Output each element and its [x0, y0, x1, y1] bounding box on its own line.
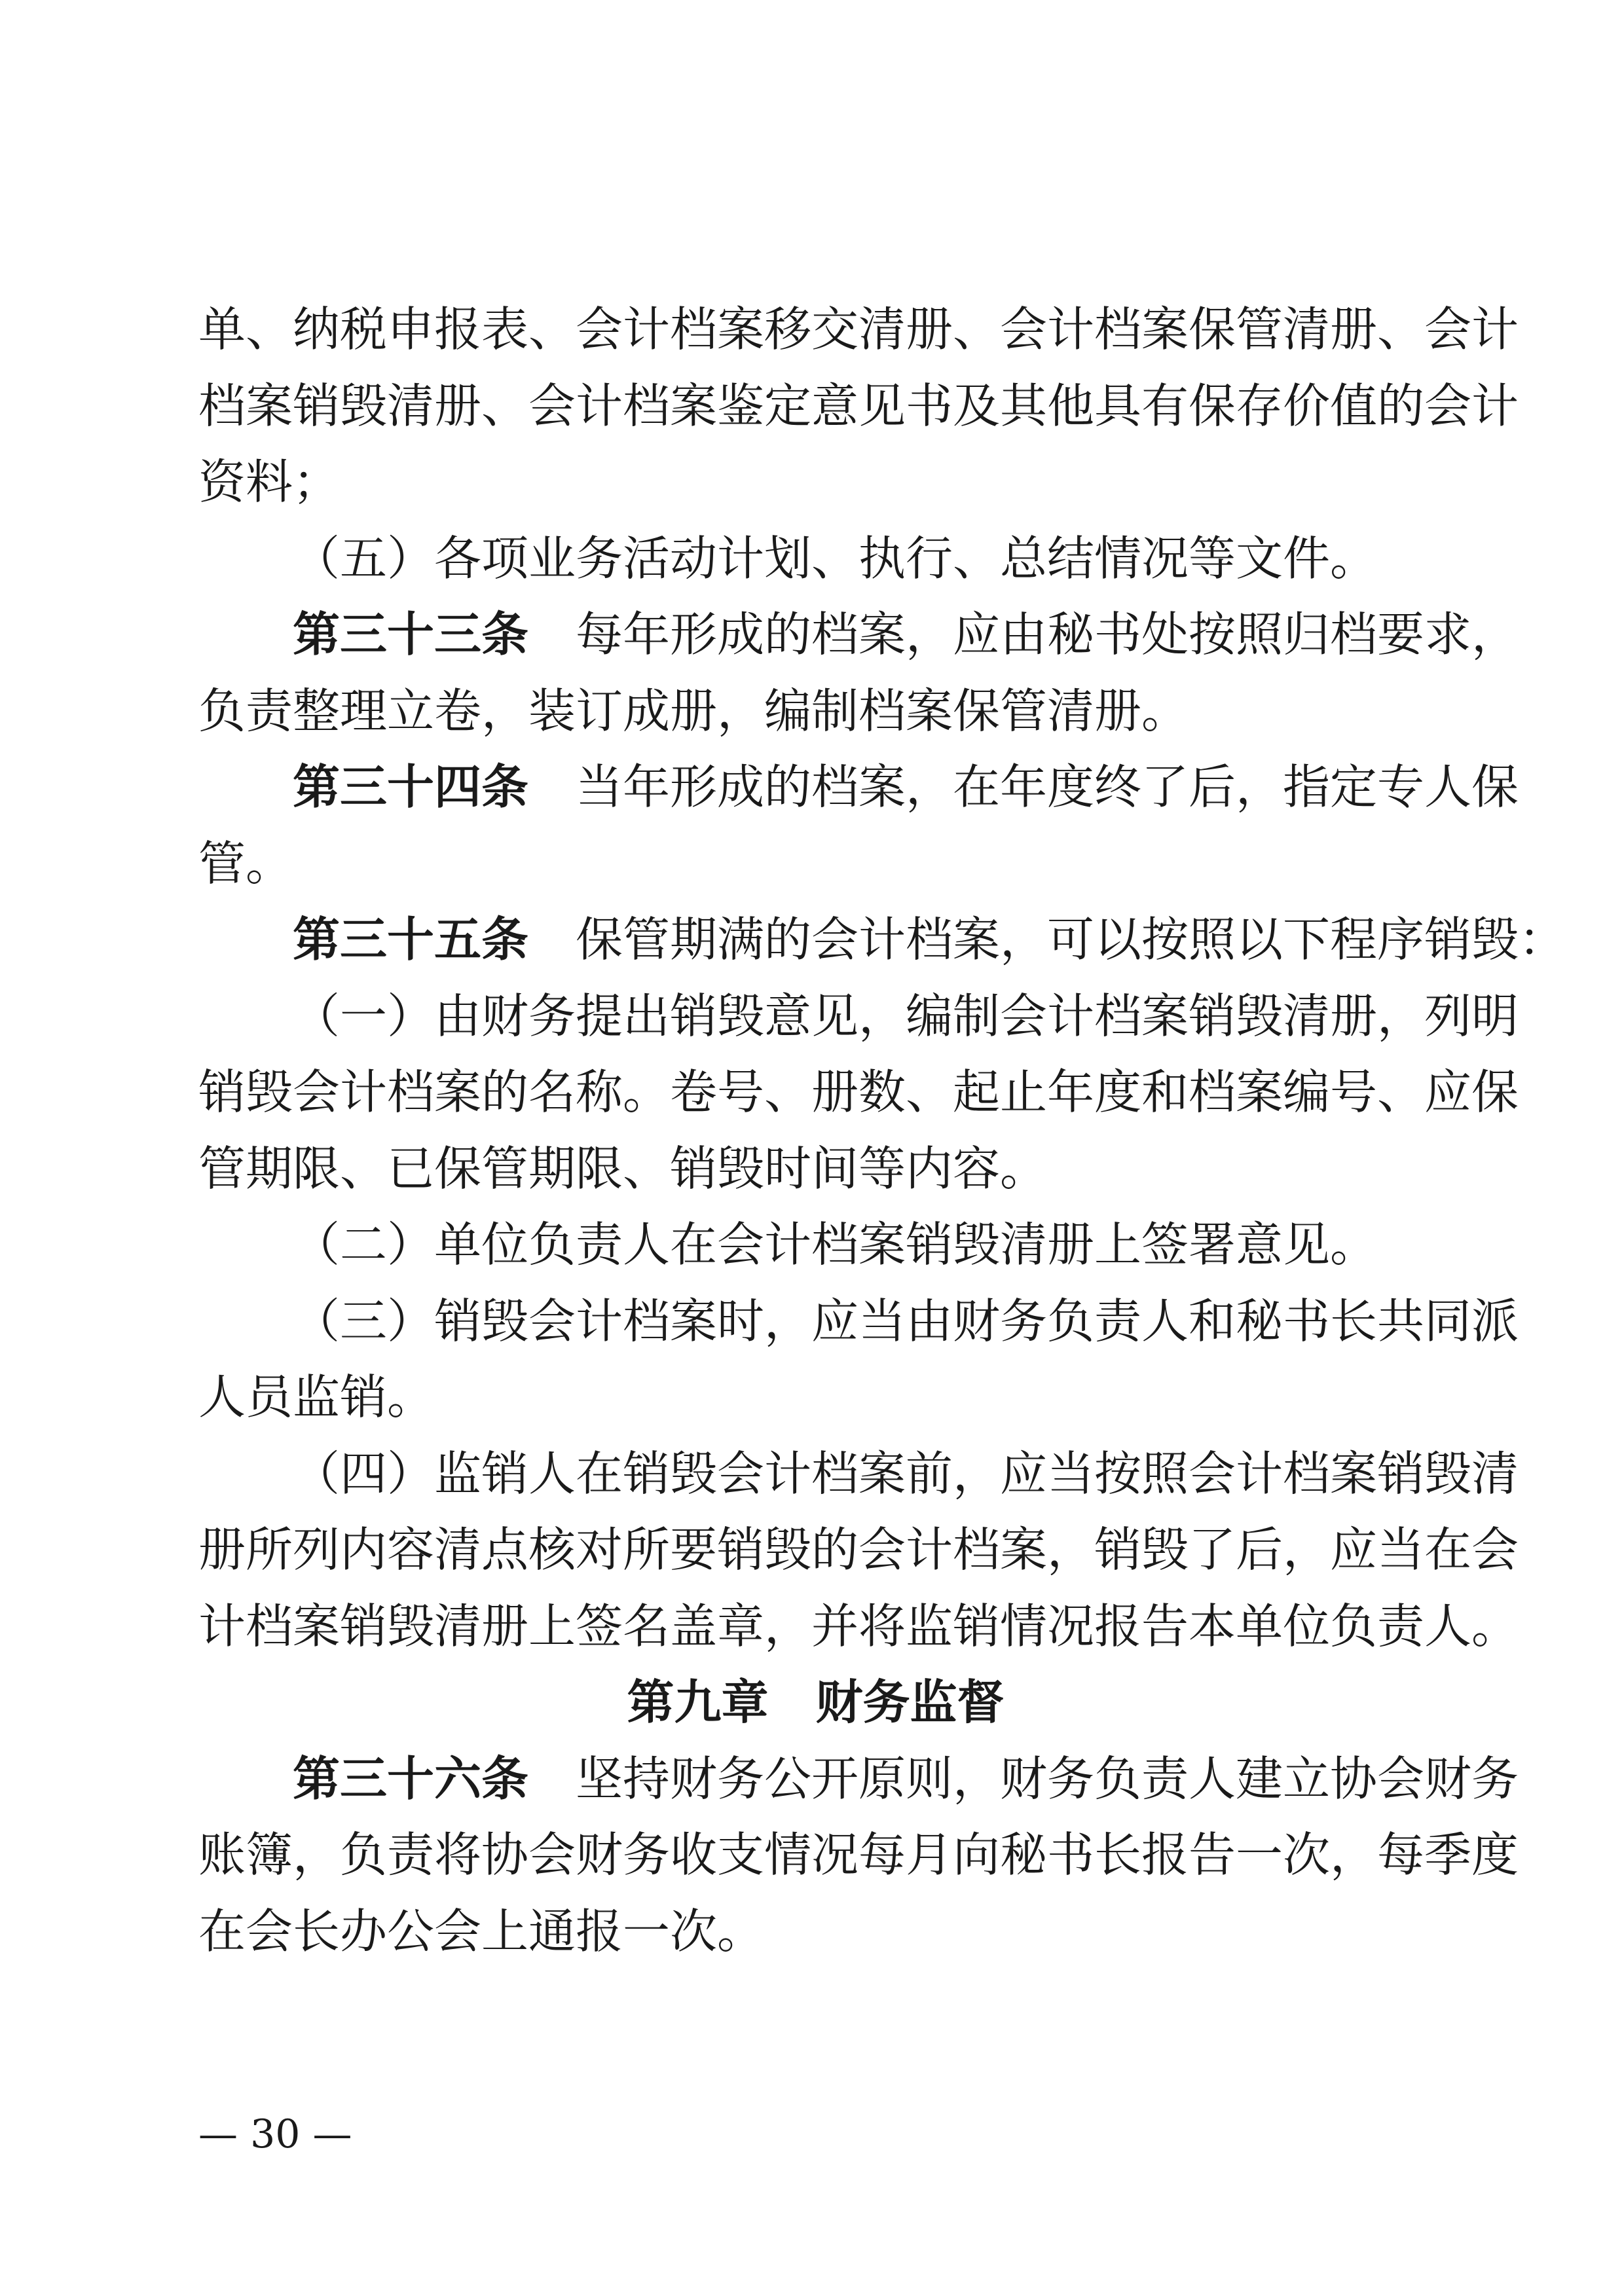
article-text: 每年形成的档案，应由秘书处按照归档要求， [576, 607, 1519, 662]
list-item-2: （二）单位负责人在会计档案销毁清册上签署意见。 [293, 1217, 1378, 1272]
text-line: 管。 [198, 835, 293, 891]
page-number: — 30 — [198, 2111, 352, 2157]
article-heading: 第三十四条 [293, 759, 529, 814]
text-line: 单、纳税申报表、会计档案移交清册、会计档案保管清册、会计 [198, 302, 1519, 357]
article-heading: 第三十五条 [293, 912, 529, 967]
text-line: 负责整理立卷，装订成册，编制档案保管清册。 [198, 683, 1189, 738]
article-35 [198, 902, 1566, 978]
article-36 [198, 1741, 1519, 1817]
text-line: 册所列内容清点核对所要销毁的会计档案，销毁了后，应当在会 [198, 1522, 1519, 1577]
text-line: 计档案销毁清册上签名盖章，并将监销情况报告本单位负责人。 [198, 1598, 1519, 1654]
text-line: 档案销毁清册、会计档案鉴定意见书及其他具有保存价值的会计 [198, 378, 1519, 433]
article-text: 坚持财务公开原则，财务负责人建立协会财务 [576, 1751, 1519, 1806]
chapter-heading [198, 1664, 1433, 1741]
article-34 [198, 749, 1519, 826]
article-text: 保管期满的会计档案，可以按照以下程序销毁： [576, 912, 1566, 967]
text-line: 人员监销。 [198, 1370, 435, 1425]
article-heading: 第三十六条 [293, 1751, 529, 1806]
text-line: 在会长办公会上通报一次。 [198, 1903, 765, 1959]
text-line: 销毁会计档案的名称。卷号、册数、起止年度和档案编号、应保 [198, 1065, 1519, 1120]
text-line: 管期限、已保管期限、销毁时间等内容。 [198, 1140, 1048, 1196]
chapter-number: 第九章 [627, 1675, 769, 1730]
article-text: 当年形成的档案，在年度终了后，指定专人保 [576, 759, 1519, 814]
text-line: 资料； [198, 454, 341, 509]
article-33 [198, 596, 1519, 673]
article-heading: 第三十三条 [293, 607, 529, 662]
document-body [198, 291, 1566, 1969]
list-item-4: （四）监销人在销毁会计档案前，应当按照会计档案销毁清 [293, 1446, 1519, 1501]
list-item-3: （三）销毁会计档案时，应当由财务负责人和秘书长共同派 [293, 1293, 1519, 1349]
list-item-1: （一）由财务提出销毁意见，编制会计档案销毁清册，列明 [293, 988, 1519, 1044]
list-item-5: （五）各项业务活动计划、执行、总结情况等文件。 [293, 530, 1378, 586]
chapter-title: 财务监督 [815, 1675, 1005, 1730]
text-line: 账簿，负责将协会财务收支情况每月向秘书长报告一次，每季度 [198, 1827, 1519, 1882]
